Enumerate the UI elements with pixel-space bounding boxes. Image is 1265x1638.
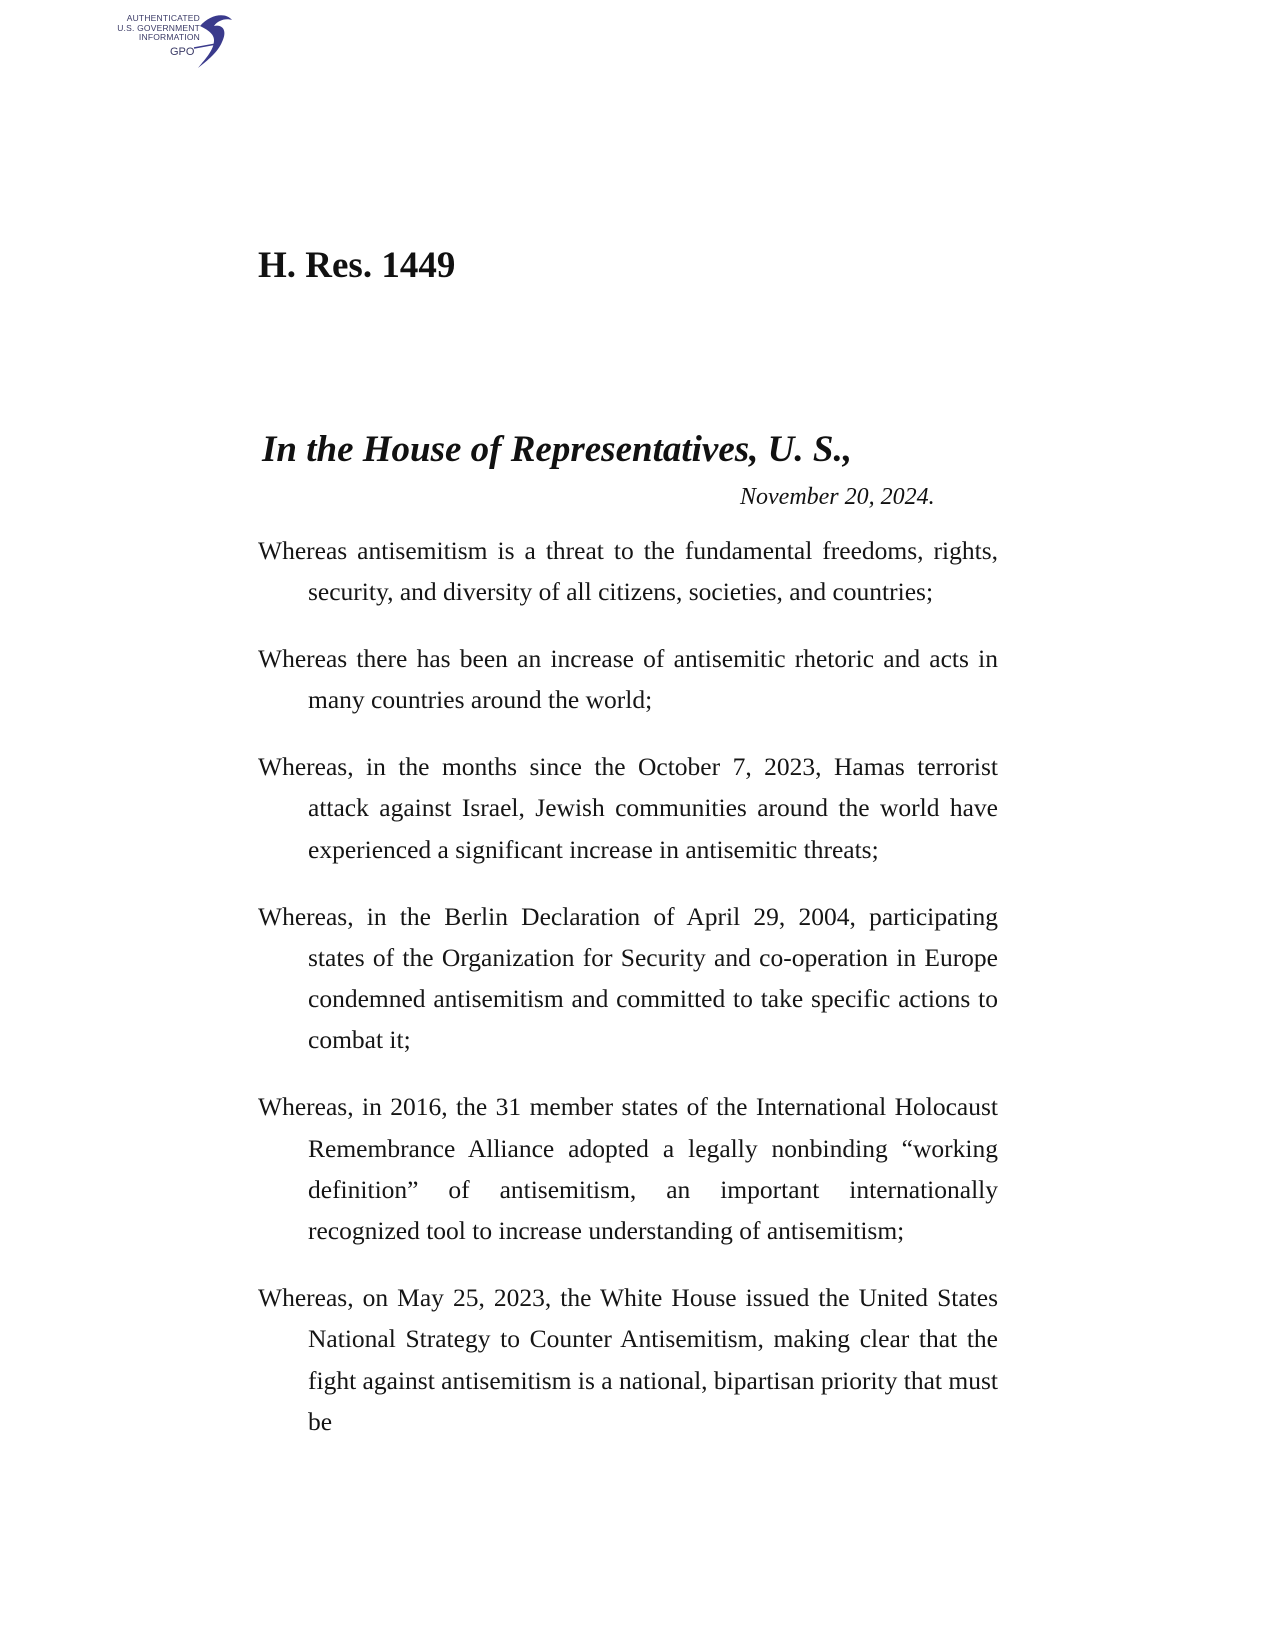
whereas-clause: Whereas antisemitism is a threat to the fundamental freedoms, rights, security, and diversity of all citizens, societies, and countries; [258, 536, 998, 607]
whereas-clause: Whereas, in the months since the October 7, 2023, Hamas terrorist attack against Israel, Jewish communities around the world have experienced a significant increase in antisemitic threats; [258, 752, 998, 864]
logo-line-3: INFORMATION [138, 32, 200, 42]
whereas-clause: Whereas there has been an increase of antisemitic rhetoric and acts in many countries around the world; [258, 644, 998, 715]
resolution-date: November 20, 2024. [740, 484, 935, 510]
whereas-clause: Whereas, in 2016, the 31 member states of the International Holocaust Remembrance Alliance adopted a legally nonbinding “working definition” of antisemitism, an important internationally recognized tool to increase understanding of antisemitism; [258, 1092, 998, 1246]
gpo-mark: GPO [170, 46, 195, 58]
bill-number: H. Res. 1449 [258, 245, 456, 286]
whereas-clause: Whereas, in the Berlin Declaration of April 29, 2004, participating states of the Organization for Security and co-operation in Europe condemned antisemitism and committed to take specific actions to combat it; [258, 901, 998, 1055]
chamber-heading: In the House of Representatives, U. S., [262, 429, 852, 470]
logo-line-2: U.S. GOVERNMENT [117, 22, 200, 33]
eagle-icon [192, 8, 236, 74]
logo-text [104, 14, 200, 43]
whereas-clause: Whereas, on May 25, 2023, the White House issued the United States National Strategy to Counter Antisemitism, making clear that the fight against antisemitism is a national, bipartisan priority that must be [258, 1282, 998, 1436]
logo-line-1: AUTHENTICATED [126, 13, 200, 23]
whereas-clauses [258, 530, 998, 1454]
gpo-authentication-logo [104, 8, 234, 74]
